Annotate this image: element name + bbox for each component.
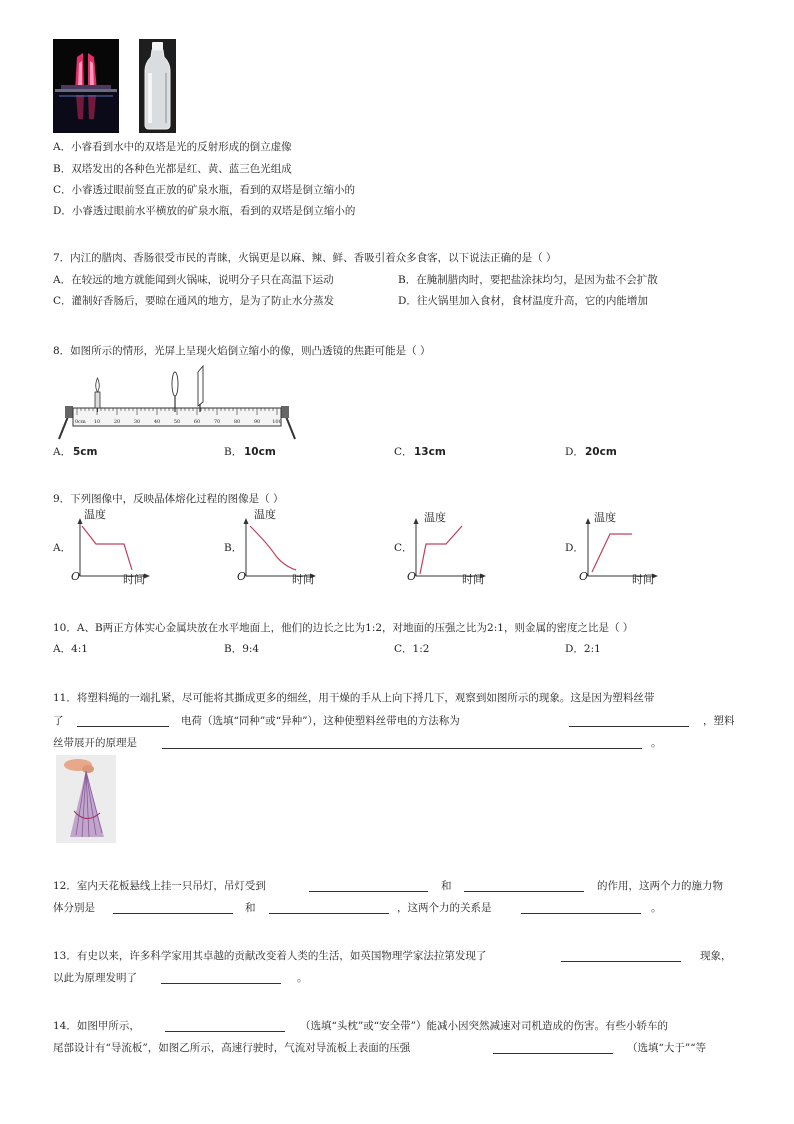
q13-blank-1[interactable] — [561, 949, 681, 962]
ruler-tick-label: 0cm — [75, 419, 86, 425]
q14-blank-2[interactable] — [493, 1041, 613, 1054]
q12-line2-mid: ，这两个力的关系是 — [397, 902, 492, 914]
q11-line2-mid: 电荷（选填“同种”或“异种”），这种使塑料丝带电的方法称为 — [181, 715, 460, 727]
q10-option-c: C．1:2 — [394, 643, 430, 655]
ruler-tick-label: 60 — [193, 419, 201, 425]
q6-option-b: B．双塔发出的各种色光都是红、黄、蓝三色光组成 — [53, 163, 292, 175]
q9-graph-b-origin: O — [237, 570, 247, 583]
q8-option-a-value: 5cm — [73, 446, 98, 458]
q9-graph-d-curve — [592, 534, 632, 572]
q6-option-c: C．小睿透过眼前竖直正放的矿泉水瓶，看到的双塔是倒立缩小的 — [53, 184, 356, 196]
q11-line2-start: 了 — [53, 715, 64, 727]
candle — [95, 392, 100, 408]
q8-option-a-letter: A． — [53, 446, 72, 458]
q12-line1-and: 和 — [441, 880, 452, 892]
q12-blank-2[interactable] — [464, 879, 584, 892]
q7-stem: 7．内江的腊肉、香肠很受市民的青睐，火锅更是以麻、辣、鲜、香吸引着众多食客，以下说法正确的是（ ） — [53, 252, 557, 264]
q12-line2-start: 体分别是 — [53, 902, 95, 914]
q11-blank-2[interactable] — [569, 714, 689, 727]
q9-letter-d: D． — [565, 542, 584, 554]
q13-line1-end: 现象， — [700, 950, 732, 962]
q8-option-c-letter: C． — [394, 446, 413, 458]
q9-graph-b-xlabel: 时间 — [292, 573, 314, 586]
q9-letter-b: B． — [224, 542, 243, 554]
q14-line1-end: （选填“头枕”或“安全带”）能减小因突然减速对司机造成的伤害。有些小轿车的 — [300, 1020, 668, 1032]
q13-line2-end: 。 — [297, 972, 308, 984]
ruler-tick-label: 40 — [153, 419, 161, 425]
q7-option-d: D．往火锅里加入食材，食材温度升高，它的内能增加 — [398, 295, 648, 307]
q11-line3-end: 。 — [651, 737, 662, 749]
q6-option-d: D．小睿透过眼前水平横放的矿泉水瓶，看到的双塔是倒立缩小的 — [53, 205, 356, 217]
q12-line2-end: 。 — [651, 902, 662, 914]
ruler-tick-label: 10 — [93, 419, 101, 425]
q9-graph-c-xlabel: 时间 — [462, 573, 484, 586]
candle-flame — [96, 378, 100, 392]
q9-graph-a-curve — [82, 526, 132, 570]
q9-stem: 9．下列图像中，反映晶体熔化过程的图像是（ ） — [53, 493, 284, 505]
twin-towers-photo — [53, 39, 119, 133]
ruler-tick-label: 30 — [133, 419, 141, 425]
q11-blank-1[interactable] — [77, 714, 169, 727]
q9-letter-a: A． — [53, 542, 72, 554]
q9-graph-d-xlabel: 时间 — [632, 573, 654, 586]
bench-left-end — [65, 406, 73, 418]
convex-lens — [172, 372, 178, 396]
q11-line3-start: 丝带展开的原理是 — [53, 737, 137, 749]
q9-graph-a-origin: O — [71, 570, 81, 583]
q9-graph-c-curve — [420, 526, 462, 574]
q8-option-d-value: 20cm — [585, 446, 617, 458]
light-screen — [198, 366, 203, 406]
q8-option-d-letter: D． — [565, 446, 584, 458]
plastic-strands-photo — [56, 755, 116, 843]
q9-graph-d-origin: O — [579, 570, 589, 583]
plastic-strands-illustration — [56, 755, 116, 843]
water-bottle-illustration — [139, 39, 176, 133]
q12-line2-and: 和 — [245, 902, 256, 914]
q8-option-b-letter: B． — [224, 446, 243, 458]
q8-stem: 8．如图所示的情形，光屏上呈现火焰倒立缩小的像，则凸透镜的焦距可能是（ ） — [53, 345, 431, 357]
q9-graph-c-ylabel: 温度 — [424, 511, 446, 524]
q14-line2-end: （选填“大于”“等 — [627, 1042, 707, 1054]
q9-graph-d-ylabel: 温度 — [594, 511, 616, 524]
q9-graph-b-ylabel: 温度 — [254, 508, 276, 521]
q7-option-c: C．灌制好香肠后，要晾在通风的地方，是为了防止水分蒸发 — [53, 295, 335, 307]
q9-graph-c-origin: O — [407, 570, 417, 583]
q12-blank-1[interactable] — [309, 879, 428, 892]
ruler-tick-label: 100 — [272, 419, 282, 425]
q13-line1-start: 13．有史以来，许多科学家用其卓越的贡献改变着人类的生活，如英国物理学家法拉第发现了 — [53, 950, 487, 962]
ruler-tick-label: 80 — [233, 419, 241, 425]
q10-option-d: D．2:1 — [565, 643, 601, 655]
q13-line2-start: 以此为原理发明了 — [53, 972, 137, 984]
q14-line1-start: 14．如图甲所示， — [53, 1020, 140, 1032]
q12-line1-end: 的作用，这两个力的施力物 — [597, 880, 723, 892]
q9-letter-c: C． — [394, 542, 413, 554]
q7-option-a: A．在较远的地方就能闻到火锅味，说明分子只在高温下运动 — [53, 274, 334, 286]
q9-graph-a-ylabel: 温度 — [84, 508, 106, 521]
q9-graph-a-xlabel: 时间 — [123, 573, 145, 586]
q11-line2-end: ，塑料 — [703, 715, 735, 727]
q12-blank-3[interactable] — [113, 901, 233, 914]
q8-option-c-value: 13cm — [414, 446, 446, 458]
q12-line1-start: 12．室内天花板悬线上挂一只吊灯，吊灯受到 — [53, 880, 266, 892]
twin-towers-illustration — [53, 39, 119, 133]
q10-option-a: A．4:1 — [53, 643, 88, 655]
bench-right-end — [281, 406, 289, 418]
ruler-tick-label: 90 — [253, 419, 261, 425]
q10-option-b: B．9:4 — [224, 643, 260, 655]
q11-line1: 11．将塑料绳的一端扎紧，尽可能将其撕成更多的细丝，用干燥的手从上向下捋几下，观察到如图所示的现象。这是因为塑料丝带 — [53, 692, 655, 704]
q11-blank-3[interactable] — [162, 736, 642, 749]
q12-blank-4[interactable] — [269, 901, 389, 914]
q6-option-a: A．小睿看到水中的双塔是光的反射形成的倒立虚像 — [53, 141, 292, 153]
water-bottle-photo — [139, 39, 176, 133]
ruler-tick-label: 20 — [113, 419, 121, 425]
q14-blank-1[interactable] — [165, 1019, 285, 1032]
q7-option-b: B．在腌制腊肉时，要把盐涂抹均匀，是因为盐不会扩散 — [398, 274, 658, 286]
ruler-tick-label: 70 — [213, 419, 221, 425]
optical-bench-figure — [53, 362, 303, 442]
q12-blank-5[interactable] — [521, 901, 641, 914]
q10-stem: 10．A、B两正方体实心金属块放在水平地面上，他们的边长之比为1:2，对地面的压强之比为2:1，则金属的密度之比是（ ） — [53, 622, 634, 634]
q9-graph-b-curve — [250, 526, 296, 570]
q14-line2-start: 尾部设计有“导流板”，如图乙所示，高速行驶时，气流对导流板上表面的压强 — [53, 1042, 411, 1054]
q13-blank-2[interactable] — [161, 971, 281, 984]
ruler-tick-label: 50 — [173, 419, 181, 425]
q8-option-b-value: 10cm — [244, 446, 276, 458]
